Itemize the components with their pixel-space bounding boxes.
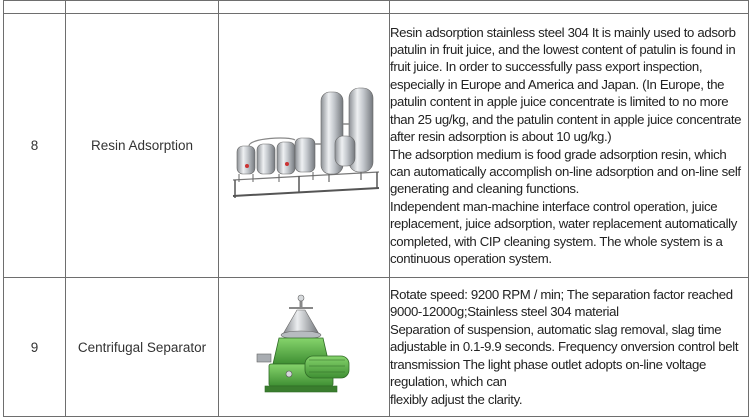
cell-empty — [219, 1, 390, 14]
equipment-description — [390, 278, 749, 417]
cell-empty — [4, 1, 66, 14]
row-number: 8 — [4, 14, 66, 278]
description-paragraph: flexibly adjust the clarity. — [390, 391, 523, 407]
description-paragraph: Independent man-machine interface control operation, juice replacement, juice adsorption, water replacement automatically completed, with CIP cleaning system. The whole system is a continuous operation system. — [390, 198, 738, 266]
equipment-name: Resin Adsorption — [66, 14, 219, 278]
cell-empty — [390, 1, 749, 14]
equipment-name: Centrifugal Separator — [66, 278, 219, 417]
equipment-image-cell — [219, 14, 390, 278]
description-paragraph: Resin adsorption stainless steel 304 It is mainly used to adsorb patulin in fruit juice, and the lowest content of patulin is found in fruit juice. In order to successfully pass export inspection, especially in Europe and America and Japan. (In Europe, the patulin content in apple juice concentrate is limited to no more than 25 ug/kg, and the patulin content in apple juice concentrate after resin adsorption is about 10 ug/kg.) — [390, 24, 742, 145]
equipment-image-cell — [219, 278, 390, 417]
resin-adsorption-tanks-image — [229, 84, 379, 208]
row-number: 9 — [4, 278, 66, 417]
table-row — [4, 278, 749, 417]
equipment-description — [390, 14, 749, 278]
description-paragraph: Rotate speed: 9200 RPM / min; The separation factor reached 9000-12000g;Stainless steel 304 material — [390, 287, 733, 320]
description-paragraph: The adsorption medium is food grade adsorption resin, which can automatically accomplish on-line adsorption and on-line self generating and cleaning functions. — [390, 146, 741, 197]
centrifugal-separator-image — [249, 294, 359, 400]
description-paragraph: Separation of suspension, automatic slag removal, slag time adjustable in 0.1-9.9 seconds. Frequency onversion control belt transmission The light phase outlet adopts on-line voltage regulation, which can — [390, 321, 739, 390]
table-row — [4, 14, 749, 278]
table-row-previous-partial — [4, 1, 749, 14]
equipment-table — [3, 0, 749, 417]
cell-empty — [66, 1, 219, 14]
